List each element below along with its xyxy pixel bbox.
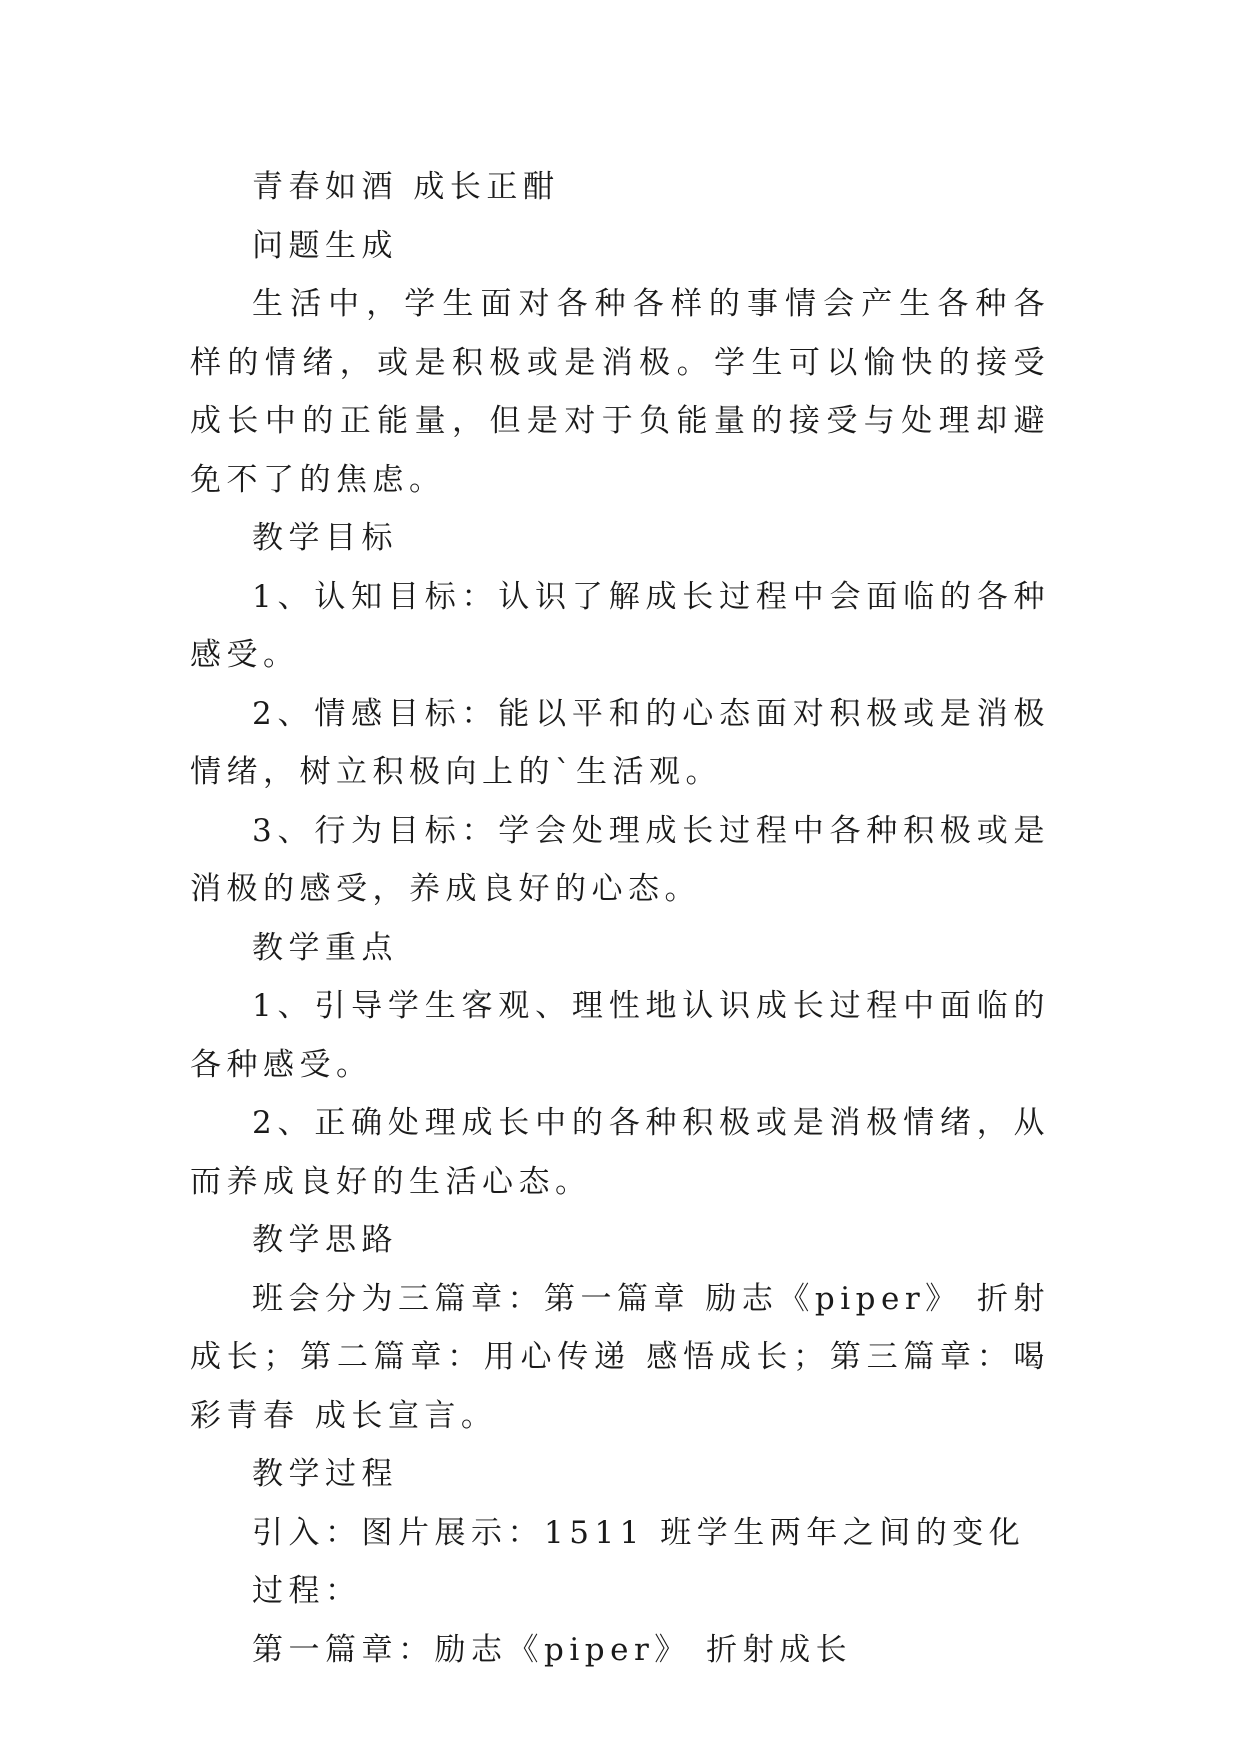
- section-heading-problem: 问题生成: [252, 227, 398, 264]
- key-point-1: 1、引导学生客观、理性地认识成长过程中面临的各种感受。: [190, 988, 1050, 1083]
- paragraph-problem-text: 生活中，学生面对各种各样的事情会产生各种各样的情绪，或是积极或是消极。学生可以愉快的接受成长中的正能量，但是对于负能量的接受与处理却避免不了的焦虑。: [190, 286, 1050, 498]
- section-heading-process: 教学过程: [252, 1456, 398, 1492]
- paragraph-introduction: 引入：图片展示：1511 班学生两年之间的变化: [252, 1514, 1026, 1551]
- goal-item-1: 1、认知目标：认识了解成长过程中会面临的各种感受。: [190, 578, 1050, 673]
- paragraph-chapter-one: 第一篇章：励志《piper》 折射成长: [252, 1631, 853, 1668]
- key-point-2: 2、正确处理成长中的各种积极或是消极情绪，从而养成良好的生活心态。: [190, 1105, 1050, 1200]
- goal-item-2: 2、情感目标：能以平和的心态面对积极或是消极情绪，树立积极向上的`生活观。: [190, 695, 1050, 790]
- document-body: [190, 158, 1050, 1679]
- goal-item-3: 3、行为目标：学会处理成长过程中各种积极或是消极的感受，养成良好的心态。: [190, 812, 1050, 907]
- paragraph-approach-text: 班会分为三篇章：第一篇章 励志《piper》 折射成长；第二篇章：用心传递 感悟成长；第三篇章：喝彩青春 成长宣言。: [190, 1280, 1050, 1434]
- document-title: 青春如酒 成长正酣: [252, 169, 560, 205]
- section-heading-approach: 教学思路: [252, 1222, 398, 1258]
- paragraph-process-label: 过程：: [252, 1573, 362, 1609]
- section-heading-key-points: 教学重点: [252, 929, 398, 966]
- section-heading-goals: 教学目标: [252, 520, 398, 556]
